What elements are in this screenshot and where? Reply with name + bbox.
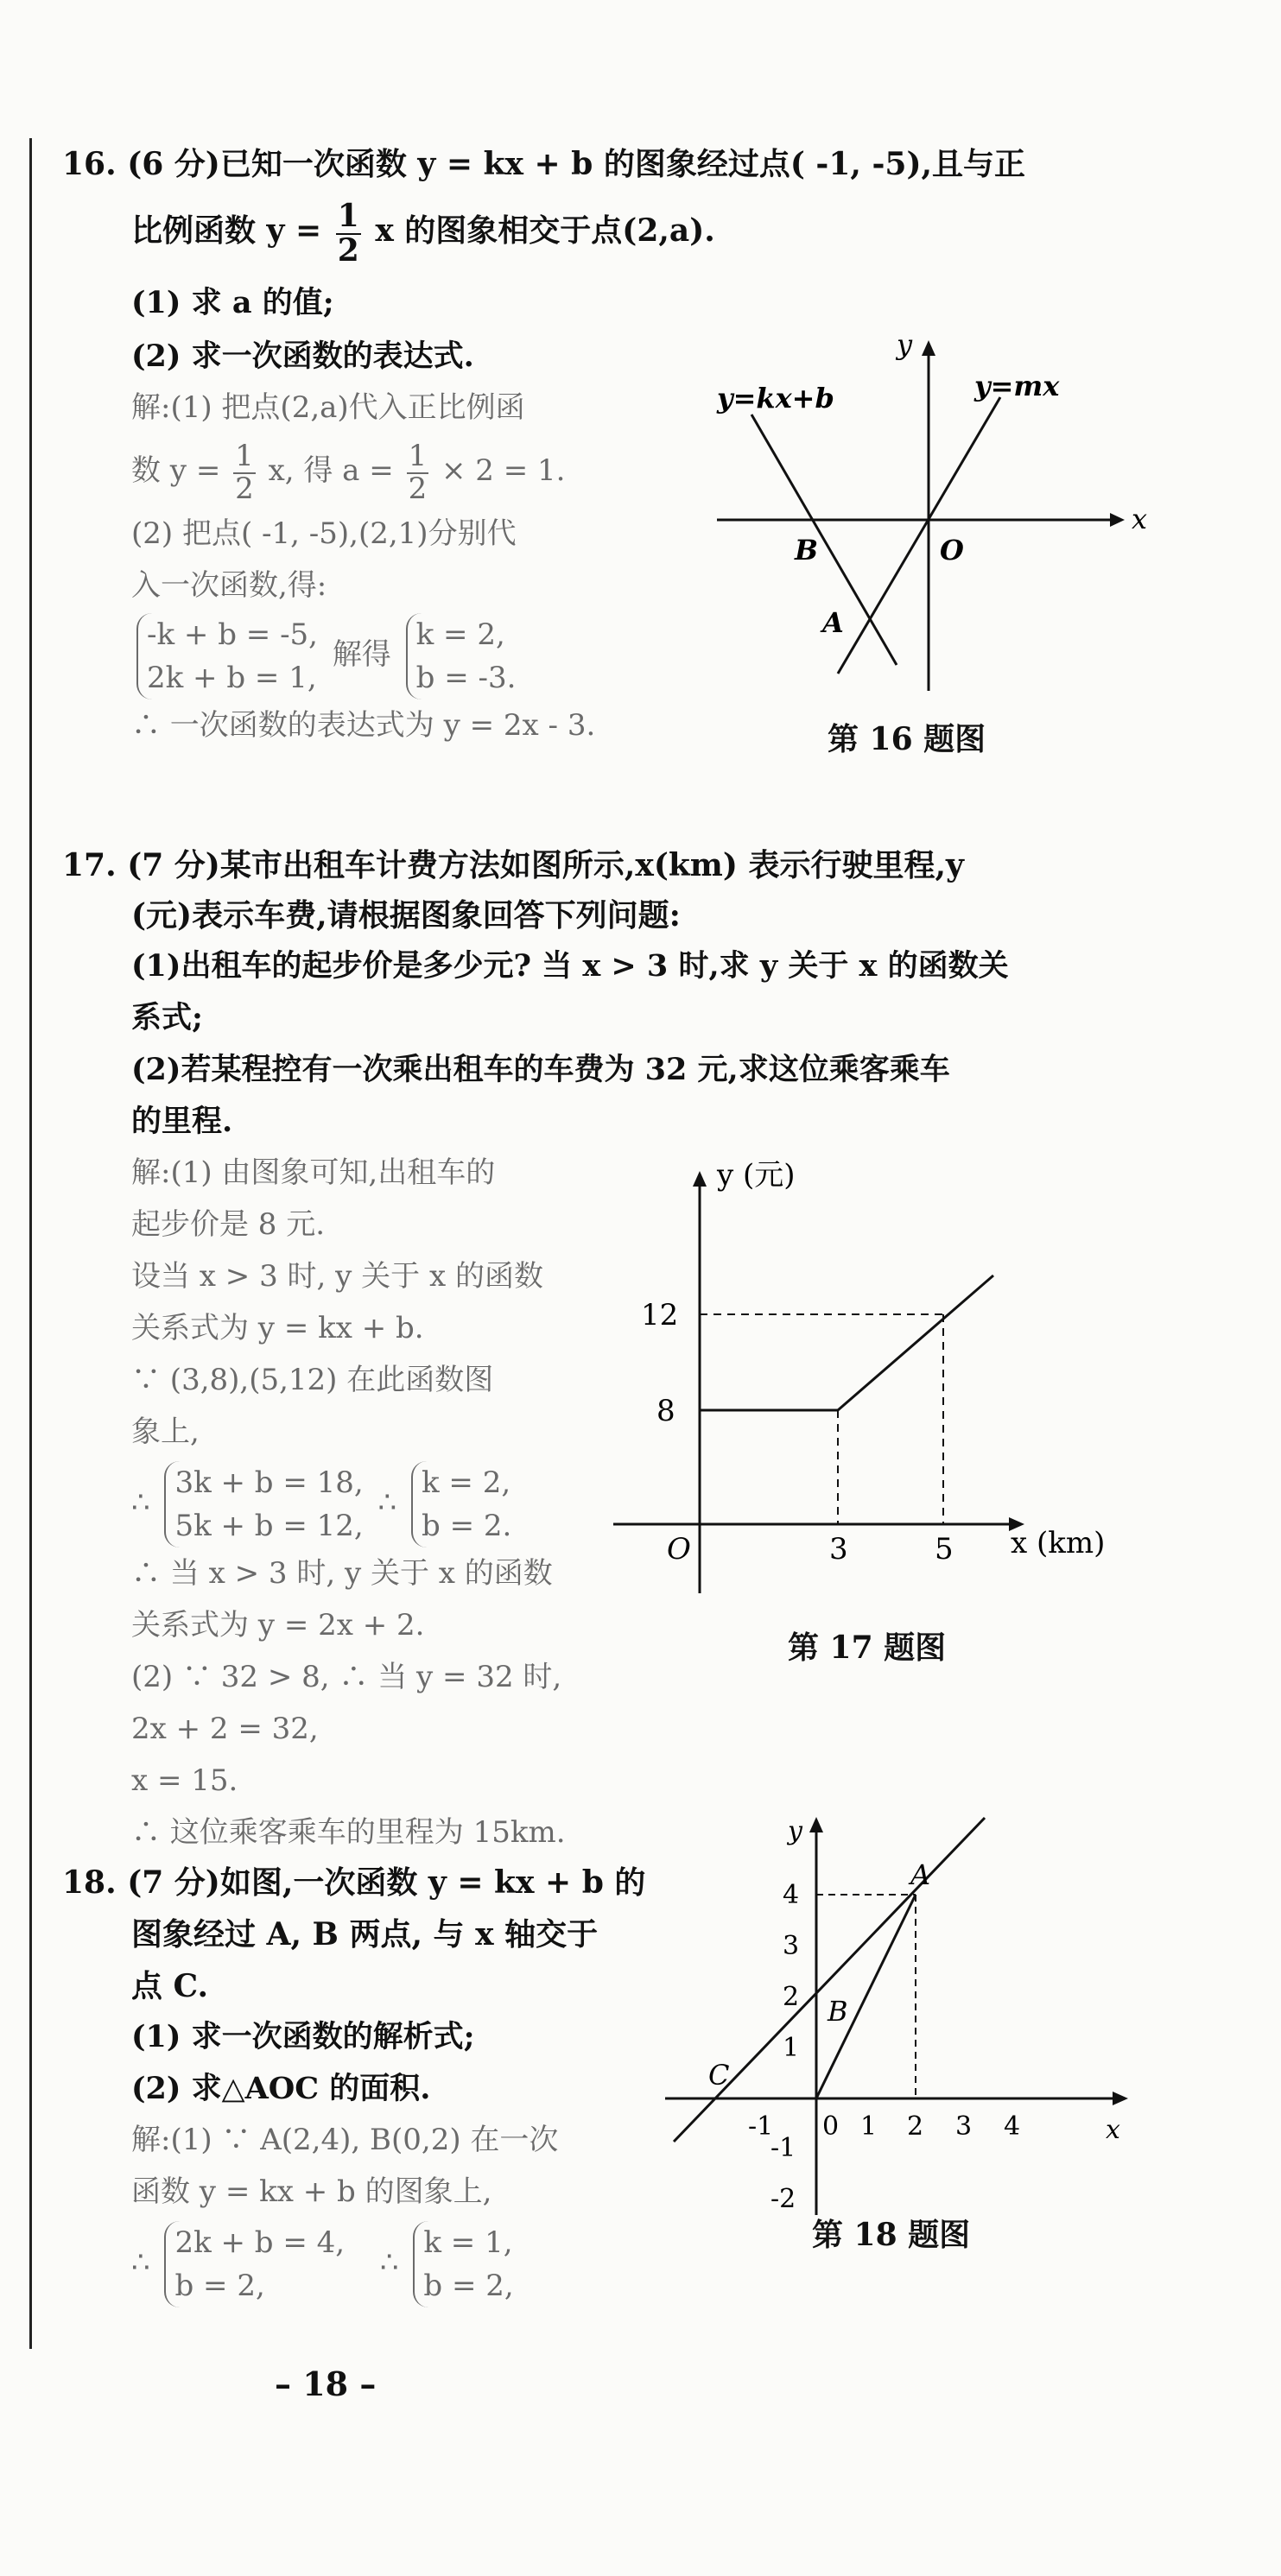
tick-5: 5 bbox=[935, 1532, 954, 1566]
label-a: A bbox=[822, 606, 844, 639]
tick-8: 8 bbox=[656, 1394, 675, 1428]
y-axis-arrow-icon bbox=[809, 1817, 823, 1832]
label-y: y bbox=[897, 328, 913, 361]
q17-line2: (元)表示车费,请根据图象回答下列问题: bbox=[131, 897, 681, 934]
y-tick: 3 bbox=[783, 1931, 800, 1961]
q18-line1 bbox=[62, 1857, 645, 1908]
y-tick: 4 bbox=[783, 1880, 800, 1910]
q18-number: 18. bbox=[62, 1864, 117, 1901]
rising-fare-segment bbox=[838, 1275, 993, 1410]
y-tick-labels bbox=[771, 1880, 799, 2214]
equation-system: k = 2, b = -3. bbox=[406, 613, 517, 699]
y-tick: -2 bbox=[771, 2184, 796, 2214]
q16-line2: 比例函数 y = $\frac{1}{2}$ x 的图象相交于点(2,a). bbox=[131, 198, 715, 269]
line-mx bbox=[838, 397, 1000, 674]
q18-stem: (7 分)如图,一次函数 y = kx + b 的 bbox=[127, 1864, 646, 1901]
label-mx: y=mx bbox=[974, 370, 1060, 402]
figure-16 bbox=[700, 328, 1149, 743]
q17-part1a: (1)出租车的起步价是多少元? 当 x > 3 时,求 y 关于 x 的函数关 bbox=[131, 948, 1009, 984]
label-kx-plus-b: y=kx+b bbox=[717, 382, 834, 415]
x-tick: 4 bbox=[1004, 2111, 1021, 2142]
equation-system: 2k + b = 4, b = 2, bbox=[164, 2221, 345, 2307]
q17-part2b: 的里程. bbox=[131, 1104, 233, 1139]
label-b: B bbox=[795, 534, 819, 566]
fraction-one-half: $\frac{1}{2}$ bbox=[337, 198, 359, 269]
y-axis-arrow-icon bbox=[922, 340, 935, 356]
x-axis-label: x (km) bbox=[1011, 1526, 1106, 1560]
q17-part1b: 系式; bbox=[131, 1000, 203, 1035]
page-number: – 18 – bbox=[275, 2364, 377, 2403]
q18-line3: 点 C. bbox=[131, 1968, 209, 2004]
line-ab bbox=[674, 1818, 985, 2142]
x-axis-arrow-icon bbox=[1110, 513, 1125, 527]
x-tick: 1 bbox=[860, 2111, 878, 2142]
equation-system: k = 2, b = 2. bbox=[411, 1461, 511, 1547]
label-x: x bbox=[1132, 503, 1148, 535]
x-tick: 3 bbox=[955, 2111, 973, 2142]
figure-16-caption: 第 16 题图 bbox=[828, 721, 986, 757]
figure-17 bbox=[605, 1131, 1227, 1615]
tick-3: 3 bbox=[829, 1532, 848, 1566]
q17-solution: 解:(1) 由图象可知,出租车的 起步价是 8 元. 设当 x > 3 时, y 关于 x 的函数 关系式为 y = kx + b. ∵ (3,8),(5,12) 在此函数图 象上, ∴ 3k + b = 18, 5k + b = 12, ∴ k = 2, b = 2. ∴ 当 x > 3 时, y 关于 x 的函数 关系式为 y = 2x + 2. (2) ∵ 32 > 8, ∴ 当 y = 32 时, 2x + 2 = 32, x = 15. ∴ 这位乘客乘车的里程为 15km. bbox=[131, 1155, 566, 1850]
y-tick: 1 bbox=[783, 2033, 800, 2063]
label-x: x bbox=[1106, 2115, 1120, 2145]
q16-part1: (1) 求 a 的值; bbox=[131, 285, 334, 320]
q17-number: 17. bbox=[62, 847, 117, 883]
q18-part1: (1) 求一次函数的解析式; bbox=[131, 2019, 475, 2054]
x-tick: -1 bbox=[748, 2111, 774, 2142]
figure-18 bbox=[665, 1805, 1149, 2263]
q16-solution: 解:(1) 把点(2,a)代入正比例函 数 y = $\frac{1}{2}$ x, 得 a = $\frac{1}{2}$ × 2 = 1. (2) 把点( -1, -5),(2,1)分别代 入一次函数,得: -k + b = -5, 2k + b = 1, 解得 k = 2, b = -3. ∴ 一次函数的表达式为 y = 2x - 3. bbox=[131, 390, 596, 743]
label-o: O bbox=[940, 534, 964, 566]
x-axis-arrow-icon bbox=[1113, 2092, 1128, 2105]
tick-12: 12 bbox=[641, 1298, 679, 1332]
y-tick: 2 bbox=[783, 1982, 800, 2012]
q17-part2a: (2)若某程控有一次乘出租车的车费为 32 元,求这位乘客乘车 bbox=[131, 1052, 950, 1087]
label-y: y bbox=[788, 1816, 802, 1846]
q16-number: 16. bbox=[62, 146, 117, 182]
equation-system: 3k + b = 18, 5k + b = 12, bbox=[164, 1461, 363, 1547]
y-axis-arrow-icon bbox=[693, 1171, 707, 1187]
q18-line2: 图象经过 A, B 两点, 与 x 轴交于 bbox=[131, 1916, 599, 1953]
label-b: B bbox=[828, 1995, 848, 2028]
q17-line1 bbox=[62, 839, 964, 891]
q18-solution: 解:(1) ∵ A(2,4), B(0,2) 在一次 函数 y = kx + b 的图象上, ∴ 2k + b = 4, b = 2, ∴ k = 1, b = 2, bbox=[131, 2114, 558, 2307]
q16-stem: (6 分)已知一次函数 y = kx + b 的图象经过点( -1, -5),且与正 bbox=[127, 146, 1026, 182]
q17-stem: (7 分)某市出租车计费方法如图所示,x(km) 表示行驶里程,y bbox=[127, 847, 964, 883]
q16-line1 bbox=[62, 138, 1025, 190]
origin-label: O bbox=[667, 1532, 691, 1566]
label-a: A bbox=[910, 1858, 931, 1891]
left-margin-rule bbox=[29, 138, 32, 2349]
figure-17-caption: 第 17 题图 bbox=[788, 1630, 947, 1666]
equation-system: -k + b = -5, 2k + b = 1, bbox=[136, 613, 318, 699]
q18-part2: (2) 求△AOC 的面积. bbox=[131, 2071, 431, 2106]
x-tick: 2 bbox=[907, 2111, 924, 2142]
equation-system: k = 1, b = 2, bbox=[413, 2221, 513, 2307]
label-c: C bbox=[708, 2059, 730, 2092]
q16-part2: (2) 求一次函数的表达式. bbox=[131, 339, 474, 374]
y-tick: -1 bbox=[771, 2133, 796, 2163]
figure-18-caption: 第 18 题图 bbox=[812, 2217, 971, 2253]
x-tick: 0 bbox=[822, 2111, 840, 2142]
y-axis-label: y (元) bbox=[717, 1158, 796, 1193]
